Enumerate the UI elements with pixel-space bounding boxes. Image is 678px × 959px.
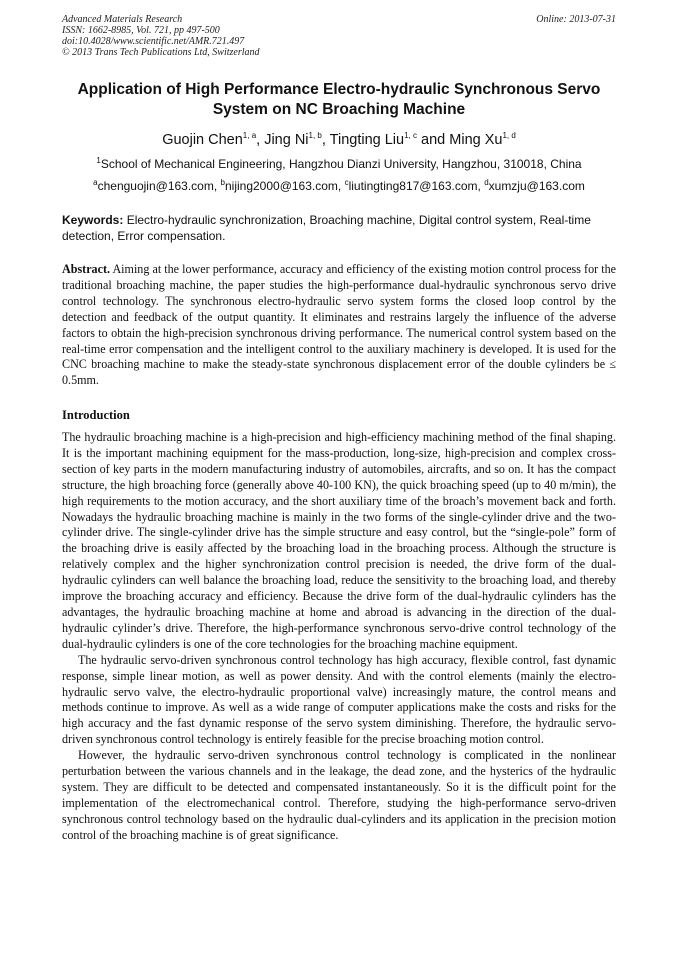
doi-line[interactable]: doi:10.4028/www.scientific.net/AMR.721.497 (62, 36, 245, 47)
online-date: Online: 2013-07-31 (536, 14, 616, 25)
author-sup: 1, c (404, 131, 418, 141)
author-sup: 1, b (308, 131, 322, 141)
abstract (62, 262, 616, 389)
introduction-body (62, 430, 616, 844)
email-sup: a (93, 178, 98, 187)
journal-name: Advanced Materials Research (62, 14, 183, 25)
author-name: Guojin Chen (162, 132, 243, 148)
paragraph: However, the hydraulic servo-driven synchronous control technology is complicated in the nonlinear perturbation between the various channels and in the leakage, the dead zone, and the hysterics of the hydraulic system. They are difficult to be detected and compensated instantaneously. So it is the difficult point for the implementation of the electromechanical control. Therefore, studying the high-performance servo-driven synchronous control technology based on the hydraulic dual-cylinders and its application in the precision motion control of the broaching machine is of great significance. (62, 748, 616, 842)
paragraph: The hydraulic servo-driven synchronous control technology has high accuracy, flexible control, fast dynamic response, simple linear motion, as well as power density. And with the control elements (mainly the electro-hydraulic servo valve, the electro-hydraulic proportional valve) increasingly mature, the control means and methods continue to improve. As well as a wide range of computer applications make the costs and risks for the high accuracy and the fast dynamic response of the servo system diminishing. Therefore, the hydraulic servo-driven synchronous control technology is entirely feasible for the precise broaching motion control. (62, 652, 616, 747)
affiliation (62, 156, 616, 172)
paper-title: Application of High Performance Electro-hydraulic Synchronous Servo System on NC Broaching Machine (77, 81, 601, 118)
email-list: $^a$chenguojin@163.com, $^b$nijing2000@163.com, $^c$liutingting817@163.com, $^d$xumzju@163.com (93, 178, 585, 193)
author-sup: 1, d (502, 131, 516, 141)
email-sup: b (220, 178, 225, 187)
copyright-line: © 2013 Trans Tech Publications Ltd, Switzerland (62, 47, 260, 58)
email-link[interactable]: nijing2000@163.com (224, 179, 338, 193)
author-list: Guojin Chen$^{1, a}$, Jing Ni$^{1, b}$, Tingting Liu$^{1, c}$ and Ming Xu$^{1, d}$ (162, 131, 516, 148)
keywords (62, 212, 616, 244)
email-sup: d (484, 178, 489, 187)
author-sup: 1, a (242, 131, 257, 141)
keywords-label: Keywords: (62, 213, 124, 227)
email-link[interactable]: liutingting817@163.com (348, 179, 478, 193)
section-heading-introduction: Introduction (62, 408, 130, 422)
email-sup: c (344, 178, 349, 187)
abstract-label: Abstract. (62, 262, 111, 276)
affiliation-sup: 1 (96, 156, 101, 165)
email-link[interactable]: chenguojin@163.com (97, 179, 214, 193)
affiliation-text: School of Mechanical Engineering, Hangzhou Dianzi University, Hangzhou, 310018, China (100, 157, 582, 171)
journal-header (62, 14, 616, 58)
author-name: Jing Ni (264, 132, 309, 148)
paragraph: The hydraulic broaching machine is a high-precision and high-efficiency machining method of the final shaping. It is the important machining equipment for the mass-production, long-size, high-precision and complex cross-section of key parts in the modern manufacturing industry of automobiles, aircrafts, and so on. It has the compact structure, the high broaching force (generally above 40-100 KN), the quick broaching speed (up to 40 m/min), the high requirements to the motion accuracy, and the short auxiliary time of the broach’s movement back and forth. Nowadays the hydraulic broaching machine is mainly in the two forms of the single-cylinder drive and the two-cylinder drive. The single-cylinder drive has the simple structure and easy control, but the “single-pole” form of the broaching drive is easily affected by the broaching load in the broaching process. Although the structure is relatively complex and the higher synchronization control precision is needed, the drive form of the dual-hydraulic cylinders can well balance the broaching load, reduce the sensitivity to the broaching load, and thereby improve the broaching accuracy and efficiency. Because the drive form of the dual-hydraulic cylinders has the advantages, the hydraulic broaching machine at home and abroad is advancing in the direction of the dual-hydraulic cylinder’s drive. Therefore, the high-performance synchronous servo-drive control technology of the dual-hydraulic cylinders is one of the core technologies for the broaching machine equipment. (62, 430, 616, 651)
author-name: Ming Xu (449, 132, 503, 148)
author-name: Tingting Liu (329, 132, 405, 148)
issn-line: ISSN: 1662-8985, Vol. 721, pp 497-500 (62, 25, 220, 36)
keywords-text: Electro-hydraulic synchronization, Broaching machine, Digital control system, Real-time detection, Error compensation. (62, 213, 591, 243)
email-link[interactable]: xumzju@163.com (488, 179, 585, 193)
abstract-text: Aiming at the lower performance, accuracy and efficiency of the existing motion control process for the traditional broaching machine, the paper studies the high-performance dual-hydraulic synchronous servo drive control technology. The synchronous electro-hydraulic servo system forms the closed loop control by the detection and feedback of the output quantity. It eliminates and restrains largely the influence of the adverse factors to obtain the high-precision synchronous driving performance. The numerical control system based on the real-time error compensation and the intelligent control to the auxiliary machinery is developed. It is used for the CNC broaching machine to make the steady-state synchronous displacement error of the double cylinders be ≤ 0.5mm. (62, 262, 616, 388)
